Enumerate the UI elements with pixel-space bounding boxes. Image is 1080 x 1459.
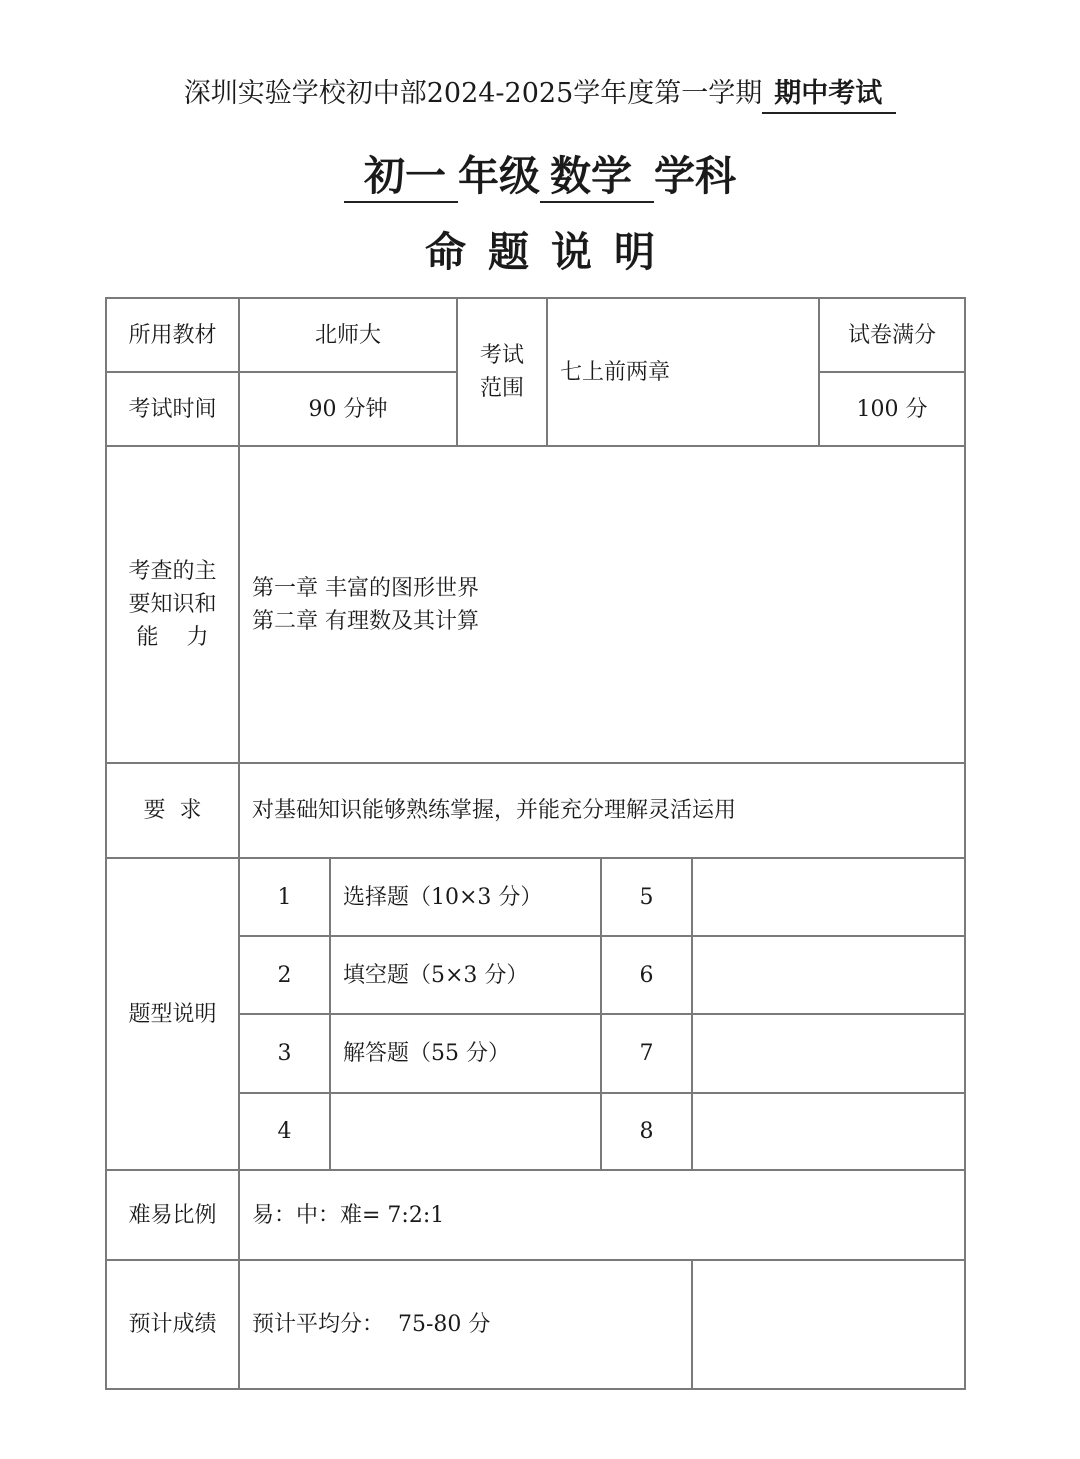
- qtype-num-cell: [600, 857, 693, 937]
- knowledge-content-cell: [238, 445, 966, 764]
- difficulty-label: 难易比例: [128, 1202, 217, 1228]
- qtype-num-cell: [238, 1013, 331, 1094]
- textbook-value: 北师大: [314, 322, 381, 348]
- subject-suffix-text: 学科: [654, 152, 736, 200]
- difficulty-value-cell: [238, 1169, 966, 1261]
- qtype-num-8: 8: [639, 1119, 654, 1144]
- scope-label-line2: 范围: [479, 376, 524, 401]
- time-label-cell: [105, 371, 240, 447]
- qtype-desc-cell: [329, 935, 602, 1015]
- qtype-desc-3: 解答题（55 分）: [343, 1041, 510, 1066]
- qtype-num-2: 2: [277, 962, 292, 988]
- qtype-num-cell: [600, 1013, 693, 1094]
- requirements-label-cell: [105, 762, 240, 859]
- qtype-desc-cell: [691, 1092, 966, 1171]
- full-score-value-cell: [818, 371, 966, 447]
- qtype-desc-cell: [691, 935, 966, 1015]
- qtype-num-cell: [600, 935, 693, 1015]
- full-score-label: 试卷满分: [847, 322, 936, 348]
- requirements-value-cell: [238, 762, 966, 859]
- difficulty-label-cell: [105, 1169, 240, 1261]
- qtype-desc-cell: [329, 1092, 602, 1171]
- textbook-label: 所用教材: [128, 322, 217, 348]
- knowledge-label-line3: 能 力: [136, 625, 209, 650]
- question-types-label: 题型说明: [128, 1001, 217, 1027]
- grade-subject-line: [0, 146, 1080, 206]
- qtype-desc-1: 选择题（10×3 分）: [343, 884, 543, 910]
- qtype-desc-cell: [329, 857, 602, 937]
- expected-value-cell: [238, 1259, 693, 1390]
- grade-text: 初一: [344, 151, 458, 203]
- knowledge-item-1: 第一章 丰富的图形世界: [252, 575, 479, 601]
- qtype-num-cell: [238, 857, 331, 937]
- knowledge-label-cell: [105, 445, 240, 764]
- expected-label-cell: [105, 1259, 240, 1390]
- qtype-num-5: 5: [639, 884, 654, 910]
- knowledge-label-line2: 要知识和: [128, 592, 217, 617]
- qtype-desc-2: 填空题（5×3 分）: [343, 962, 529, 988]
- qtype-num-1: 1: [277, 884, 292, 910]
- school-exam-header: [0, 72, 1080, 116]
- subject-text: 数学: [540, 151, 654, 203]
- full-score-value: 100 分: [856, 396, 928, 422]
- qtype-num-4: 4: [277, 1119, 292, 1144]
- expected-extra-cell: [691, 1259, 966, 1390]
- requirements-value: 对基础知识能够熟练掌握，并能充分理解灵活运用: [252, 798, 737, 823]
- document-title: 命题说明: [425, 228, 677, 276]
- qtype-num-cell: [238, 935, 331, 1015]
- time-label: 考试时间: [128, 396, 217, 422]
- textbook-label-cell: [105, 297, 240, 373]
- full-score-label-cell: [818, 297, 966, 373]
- qtype-num-6: 6: [639, 962, 654, 988]
- grade-suffix-text: 年级: [458, 152, 540, 200]
- scope-value: 七上前两章: [560, 359, 671, 385]
- time-value: 90 分钟: [308, 396, 388, 422]
- time-value-cell: [238, 371, 458, 447]
- scope-label-line1: 考试: [479, 343, 524, 368]
- school-term-text: 深圳实验学校初中部2024-2025学年度第一学期: [183, 78, 763, 109]
- qtype-num-3: 3: [277, 1041, 292, 1066]
- expected-label: 预计成绩: [128, 1312, 217, 1337]
- requirements-label: 要 求: [143, 798, 202, 823]
- scope-label-cell: [456, 297, 548, 447]
- qtype-num-cell: [238, 1092, 331, 1171]
- question-types-label-cell: [105, 857, 240, 1171]
- expected-value: 预计平均分： 75-80 分: [252, 1312, 491, 1337]
- qtype-desc-cell: [691, 857, 966, 937]
- qtype-desc-cell: [329, 1013, 602, 1094]
- qtype-desc-cell: [691, 1013, 966, 1094]
- qtype-num-cell: [600, 1092, 693, 1171]
- textbook-value-cell: [238, 297, 458, 373]
- qtype-num-7: 7: [639, 1041, 654, 1066]
- knowledge-label-line1: 考查的主: [128, 559, 217, 584]
- knowledge-item-2: 第二章 有理数及其计算: [252, 608, 479, 634]
- scope-value-cell: [546, 297, 820, 447]
- exam-type-text: 期中考试: [762, 76, 896, 114]
- difficulty-value: 易：中：难= 7:2:1: [252, 1202, 445, 1228]
